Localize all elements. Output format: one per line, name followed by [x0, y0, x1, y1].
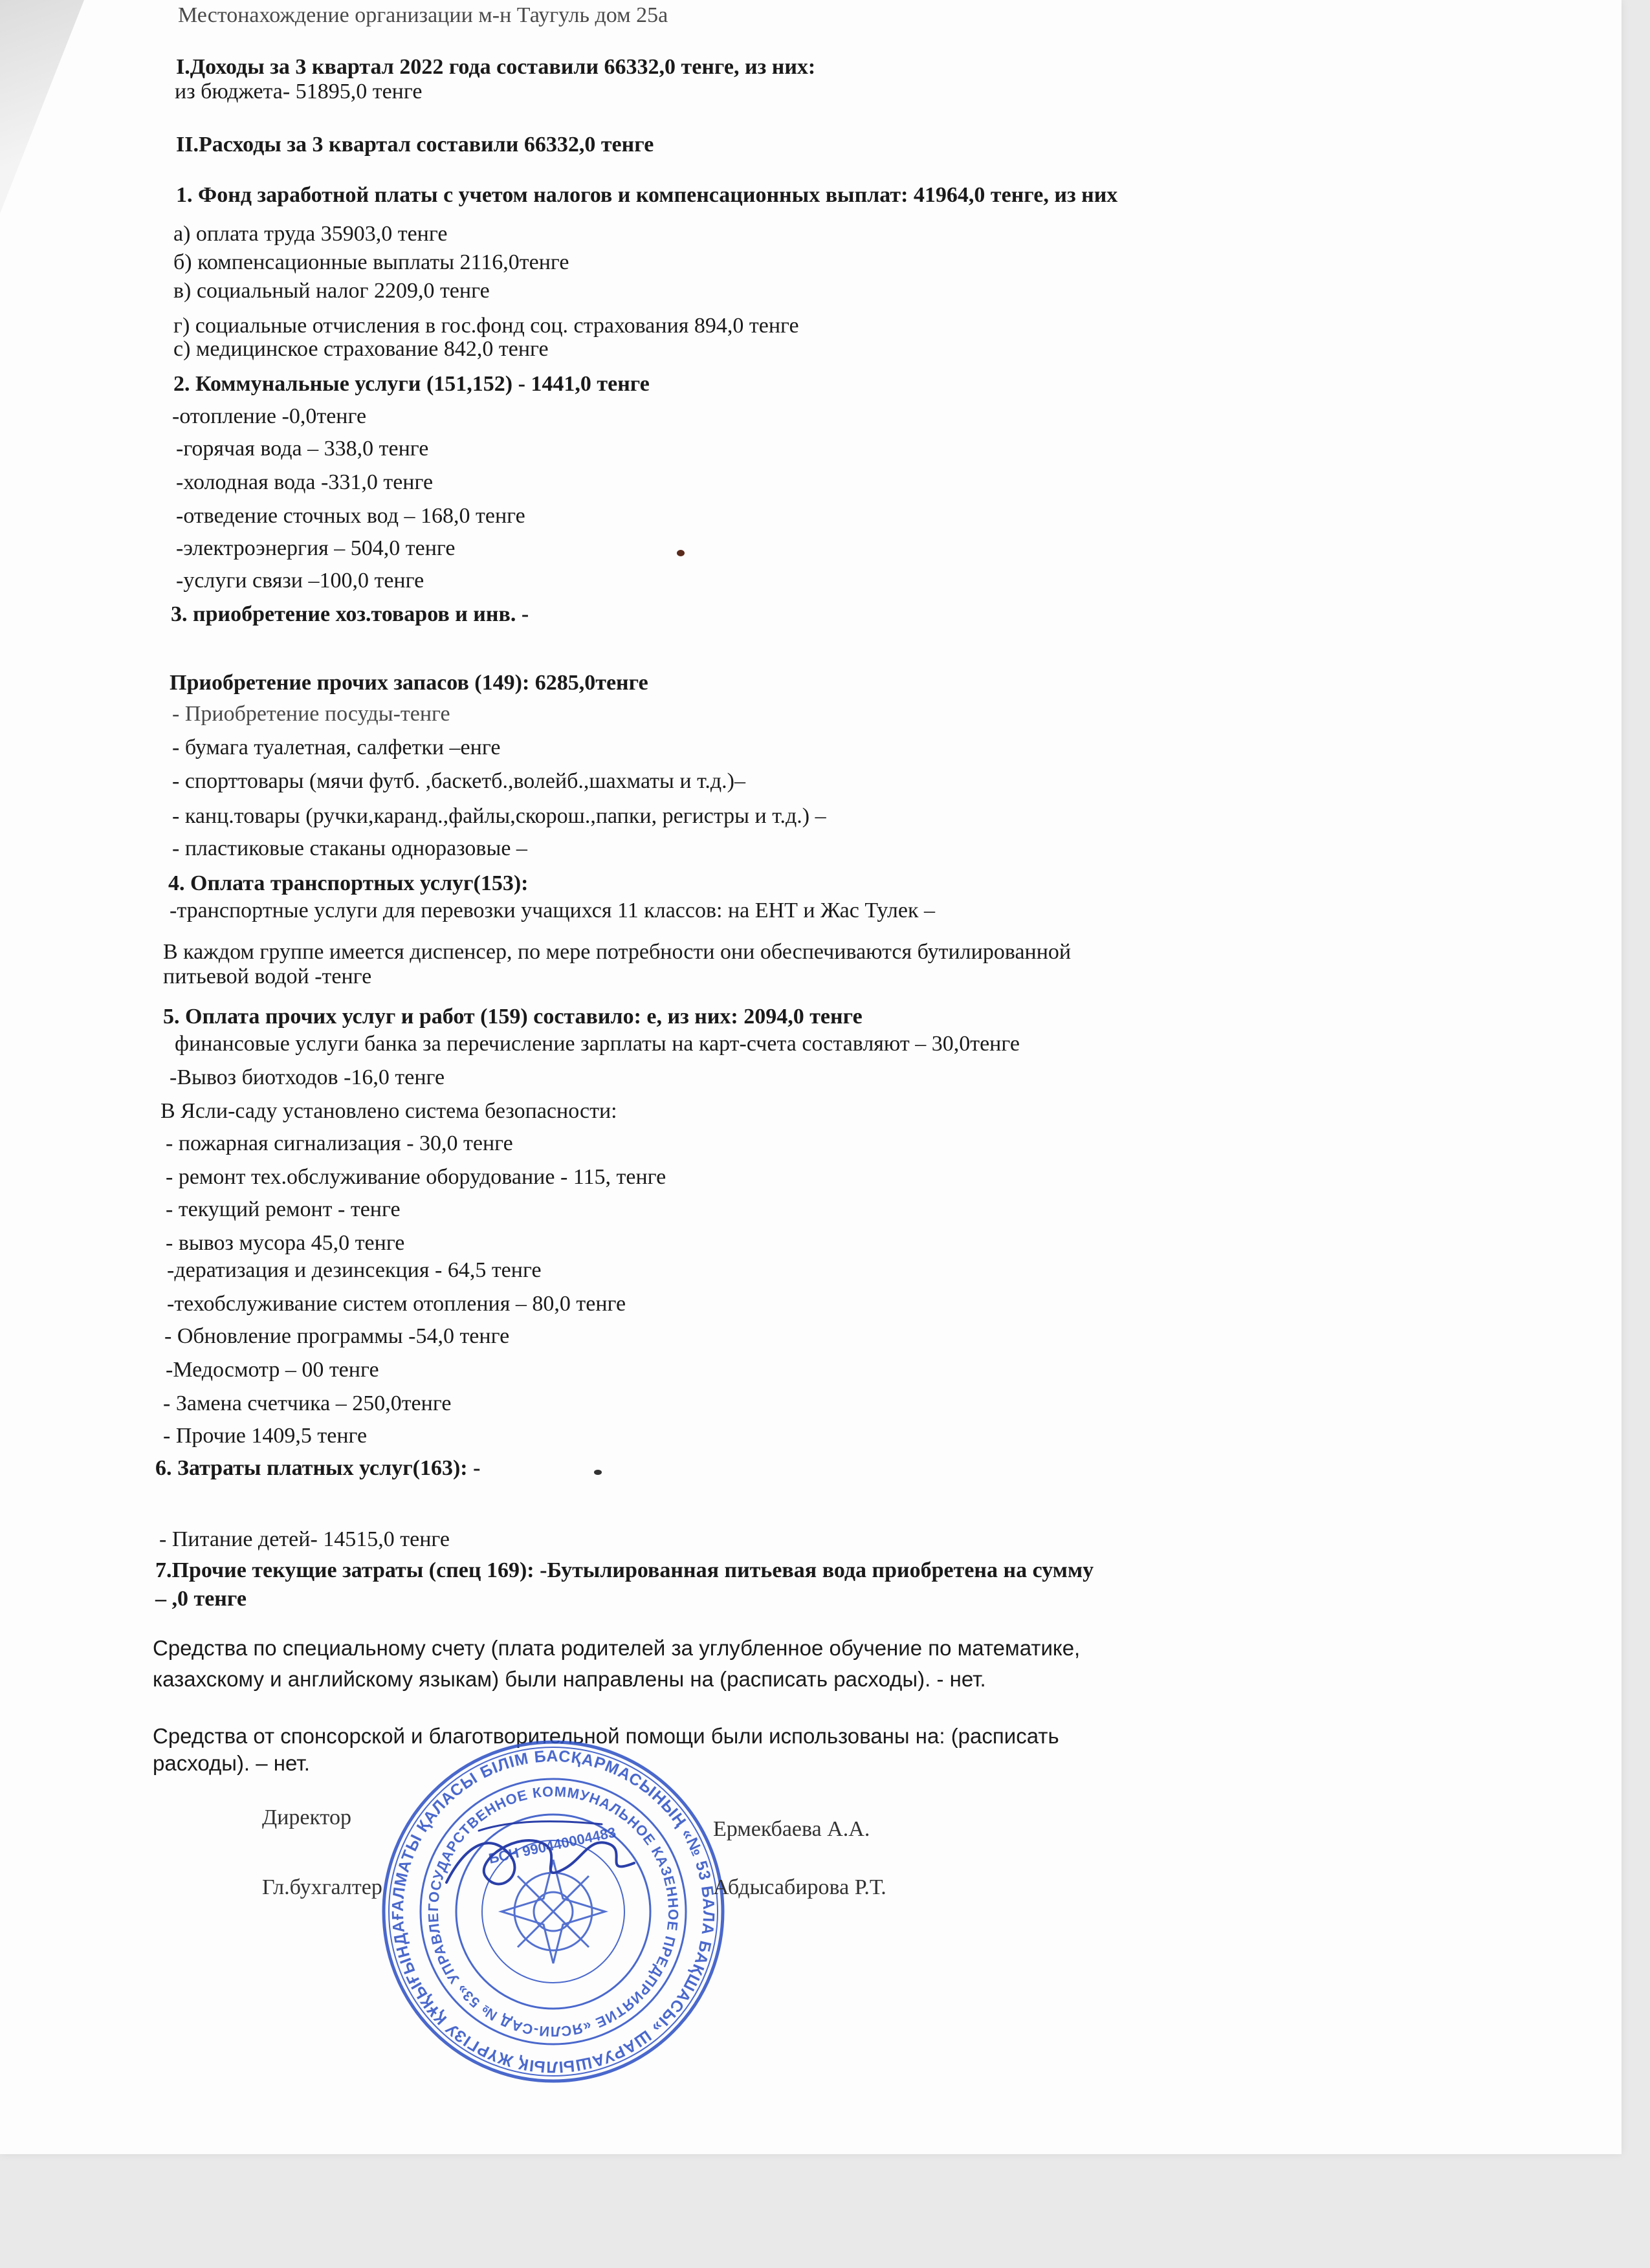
item2-heading: 2. Коммунальные услуги (151,152) - 1441,0 тенге	[173, 372, 650, 396]
item1-line: с) медицинское страхование 842,0 тенге	[173, 337, 549, 361]
sponsor-line: расходы). – нет.	[153, 1751, 310, 1775]
item1-heading: 1. Фонд заработной платы с учетом налогов и компенсационных выплат: 41964,0 тенге, из них	[176, 183, 1118, 207]
item2-line: -отопление -0,0тенге	[172, 404, 367, 428]
item5-line: - текущий ремонт - тенге	[166, 1197, 401, 1221]
item5-line: -техобслуживание систем отопления – 80,0 тенге	[167, 1292, 626, 1316]
page-fold-shadow	[0, 0, 84, 213]
other-stock-line: - канц.товары (ручки,каранд.,файлы,скорош.,папки, регистры и т.д.) –	[172, 804, 826, 828]
item6-heading: 6. Затраты платных услуг(163): -	[155, 1456, 481, 1480]
other-stock-line: - Приобретение посуды-тенге	[172, 702, 450, 726]
item2-line: -холодная вода -331,0 тенге	[176, 470, 434, 494]
item2-line: -отведение сточных вод – 168,0 тенге	[176, 504, 525, 528]
item1-line: г) социальные отчисления в гос.фонд соц. страхования 894,0 тенге	[173, 314, 799, 338]
item2-line: -горячая вода – 338,0 тенге	[176, 437, 429, 461]
special-account-line: казахскому и английскому языкам) были направлены на (расписать расходы). - нет.	[153, 1667, 986, 1691]
sponsor-line: Средства от спонсорской и благотворительной помощи были использованы на: (расписать	[153, 1724, 1059, 1748]
special-account-line: Средства по специальному счету (плата родителей за углубленное обучение по математике,	[153, 1636, 1081, 1660]
item1-line: а) оплата труда 35903,0 тенге	[173, 222, 448, 246]
income-budget-line: из бюджета- 51895,0 тенге	[175, 80, 423, 104]
item7-heading-continued: – ,0 тенге	[155, 1587, 247, 1611]
item5-line: финансовые услуги банка за перечисление зарплаты на карт-счета составляют – 30,0тенге	[175, 1032, 1020, 1056]
other-stock-heading: Приобретение прочих запасов (149): 6285,0тенге	[170, 671, 648, 695]
item5-line: - пожарная сигнализация - 30,0 тенге	[166, 1131, 513, 1155]
item2-line: -услуги связи –100,0 тенге	[176, 569, 424, 593]
director-name: Ермекбаева А.А.	[713, 1817, 870, 1841]
item5-line: - Прочие 1409,5 тенге	[163, 1424, 368, 1448]
item3-heading: 3. приобретение хоз.товаров и инв. -	[171, 602, 529, 626]
item5-line: -Вывоз биотходов -16,0 тенге	[170, 1065, 445, 1089]
ink-spot	[594, 1470, 602, 1475]
item5-line: - вывоз мусора 45,0 тенге	[166, 1231, 405, 1255]
item4-line: В каждом группе имеется диспенсер, по мере потребности они обеспечиваются бутилированной	[163, 940, 1072, 964]
item5-line: В Ясли-саду установлено система безопасности:	[160, 1099, 617, 1123]
accountant-name: Абдысабирова Р.Т.	[713, 1875, 886, 1899]
ink-spot	[677, 550, 685, 556]
item7-heading: 7.Прочие текущие затраты (спец 169): -Бутылированная питьевая вода приобретена на сумму	[155, 1558, 1094, 1582]
item5-line: - Замена счетчика – 250,0тенге	[163, 1391, 452, 1415]
item5-line: - Обновление программы -54,0 тенге	[164, 1324, 510, 1348]
other-stock-line: - бумага туалетная, салфетки –енге	[172, 736, 501, 759]
other-stock-line: - пластиковые стаканы одноразовые –	[172, 836, 527, 860]
organization-stamp	[379, 1737, 728, 2086]
item2-line: -электроэнергия – 504,0 тенге	[176, 536, 456, 560]
item6-line: - Питание детей- 14515,0 тенге	[159, 1527, 450, 1551]
expenses-heading: II.Расходы за 3 квартал составили 66332,0 тенге	[176, 133, 654, 157]
stamp-inner-ring-text: ГОСУДАРСТВЕННОЕ КОММУНАЛЬНОЕ КАЗЕННОЕ ПРЕДПРИЯТИЕ «ЯСЛИ-САД № 53» УПРАВЛЕ	[424, 1783, 682, 2040]
accountant-title: Гл.бухгалтер	[262, 1875, 382, 1899]
other-stock-line: - спорттовары (мячи футб. ,баскетб.,волейб.,шахматы и т.д.)–	[172, 769, 745, 793]
item5-line: -дератизация и дезинсекция - 64,5 тенге	[167, 1258, 542, 1282]
income-heading: I.Доходы за 3 квартал 2022 года составили 66332,0 тенге, из них:	[176, 55, 816, 79]
item1-line: б) компенсационные выплаты 2116,0тенге	[173, 250, 569, 274]
stamp-bin: БСН 990440004483	[487, 1824, 617, 1867]
item4-line: -транспортные услуги для перевозки учащихся 11 классов: на ЕНТ и Жас Тулек –	[170, 899, 935, 922]
director-title: Директор	[262, 1805, 351, 1829]
location-line: Местонахождение организации м-н Таугуль дом 25а	[178, 3, 668, 27]
item5-line: - ремонт тех.обслуживание оборудование - 115, тенге	[166, 1165, 666, 1189]
item5-heading: 5. Оплата прочих услуг и работ (159) составило: е, из них: 2094,0 тенге	[163, 1005, 863, 1029]
signature	[440, 1805, 647, 1908]
item4-heading: 4. Оплата транспортных услуг(153):	[168, 871, 529, 895]
item5-line: -Медосмотр – 00 тенге	[166, 1358, 379, 1382]
item1-line: в) социальный налог 2209,0 тенге	[173, 279, 490, 303]
item4-line: питьевой водой -тенге	[163, 965, 372, 988]
stamp-outer-ring-text: АЛМАТЫ ҚАЛАСЫ БІЛІМ БАСҚАРМАСЫНЫҢ «№ 53 БАЛА БАҚШАСЫ» ШАРУАШЫЛЫҚ ЖҮРГІЗУ ҚҰҚЫҒЫНДАҒ	[388, 1747, 718, 2077]
